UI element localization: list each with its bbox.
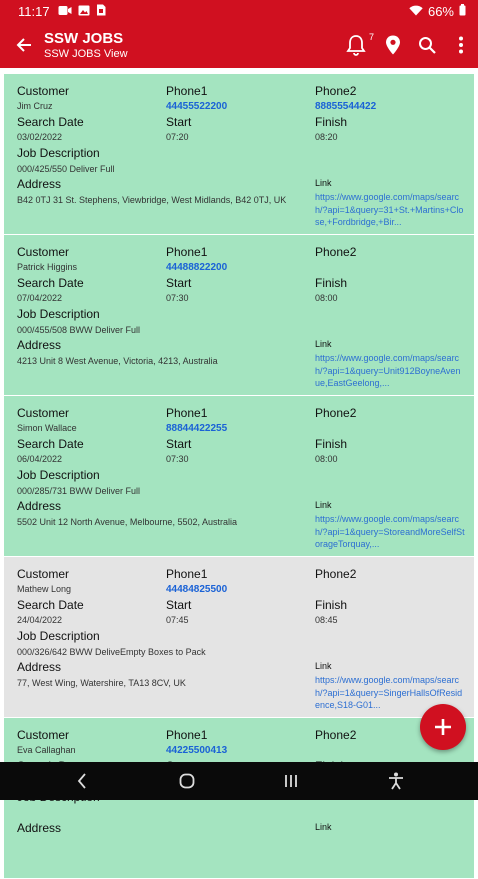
status-bar bbox=[0, 0, 478, 22]
nav-home-button[interactable] bbox=[167, 762, 207, 800]
link-label: Link bbox=[315, 339, 332, 349]
link-label: Link bbox=[315, 661, 332, 671]
start-value: 07:30 bbox=[166, 454, 189, 464]
search-date-value: 07/04/2022 bbox=[17, 293, 63, 303]
search-button[interactable] bbox=[410, 22, 444, 68]
address-value: 5502 Unit 12 North Avenue, Melbourne, 5502, Australia bbox=[17, 517, 237, 527]
accessibility-icon bbox=[388, 772, 404, 790]
status-time: 11:17 bbox=[18, 3, 50, 19]
job-description-label: Job Description bbox=[17, 629, 100, 643]
job-description-value: 000/425/550 Deliver Full bbox=[17, 164, 115, 174]
finish-label: Finish bbox=[315, 276, 348, 290]
job-description-value: 000/326/642 BWW DeliveEmpty Boxes to Pack bbox=[17, 647, 206, 657]
add-job-button[interactable] bbox=[420, 704, 466, 750]
start-label: Start bbox=[166, 598, 192, 612]
phone2-label: Phone2 bbox=[315, 728, 357, 742]
search-date-value: 03/02/2022 bbox=[17, 132, 63, 142]
map-link[interactable]: https://www.google.com/maps/search/?api=1&query=31+St.+Martins+Close,+Fordbridge,+Bir... bbox=[315, 192, 464, 227]
nav-recents-button[interactable] bbox=[271, 762, 311, 800]
video-icon bbox=[58, 4, 72, 19]
phone1-value[interactable]: 88844422255 bbox=[166, 423, 228, 434]
job-description-value: 000/455/508 BWW Deliver Full bbox=[17, 325, 141, 335]
finish-label: Finish bbox=[315, 437, 348, 451]
customer-label: Customer bbox=[17, 406, 70, 420]
phone1-value[interactable]: 44484825500 bbox=[166, 584, 228, 595]
customer-label: Customer bbox=[17, 245, 70, 259]
phone1-value[interactable]: 44225500413 bbox=[166, 745, 228, 756]
address-value: 4213 Unit 8 West Avenue, Victoria, 4213, Australia bbox=[17, 356, 218, 366]
more-vert-icon bbox=[458, 36, 464, 54]
search-date-label: Search Date bbox=[17, 598, 84, 612]
notification-count: 7 bbox=[368, 32, 374, 42]
image-icon bbox=[78, 4, 90, 19]
page-subtitle: SSW JOBS View bbox=[44, 47, 128, 60]
link-label: Link bbox=[315, 822, 332, 832]
phone2-label: Phone2 bbox=[315, 406, 357, 420]
phone1-label: Phone1 bbox=[166, 245, 208, 259]
nav-back-icon bbox=[77, 773, 87, 789]
finish-value: 08:00 bbox=[315, 293, 338, 303]
finish-value: 08:45 bbox=[315, 615, 338, 625]
map-link[interactable]: https://www.google.com/maps/search/?api=1&query=SingerHallsOfResidence,S18-G01... bbox=[315, 675, 463, 710]
plus-icon bbox=[433, 717, 453, 737]
job-description-label: Job Description bbox=[17, 468, 100, 482]
address-label: Address bbox=[17, 338, 62, 352]
location-pin-icon bbox=[385, 35, 401, 55]
battery-percent: 66% bbox=[427, 3, 454, 19]
phone1-value[interactable]: 44488822200 bbox=[166, 262, 228, 273]
job-description-label: Job Description bbox=[17, 307, 100, 321]
location-button[interactable] bbox=[376, 22, 410, 68]
address-value: 77, West Wing, Watershire, TA13 8CV, UK bbox=[17, 678, 186, 688]
nav-home-icon bbox=[179, 773, 195, 789]
start-label: Start bbox=[166, 115, 192, 129]
job-description-label: Job Description bbox=[17, 146, 100, 160]
app-bar bbox=[0, 22, 478, 68]
system-nav-bar bbox=[0, 762, 478, 800]
customer-label: Customer bbox=[17, 84, 70, 98]
sim-icon bbox=[96, 4, 106, 19]
page-title: SSW JOBS bbox=[44, 29, 124, 47]
customer-name: Mathew Long bbox=[17, 584, 72, 594]
accessibility-button[interactable] bbox=[376, 762, 416, 800]
back-button[interactable] bbox=[0, 22, 48, 68]
phone1-label: Phone1 bbox=[166, 728, 208, 742]
phone1-label: Phone1 bbox=[166, 406, 208, 420]
job-card[interactable] bbox=[4, 235, 474, 396]
phone2-label: Phone2 bbox=[315, 84, 357, 98]
job-card[interactable] bbox=[4, 74, 474, 235]
address-value: B42 0TJ 31 St. Stephens, Viewbridge, West Midlands, B42 0TJ, UK bbox=[17, 195, 287, 205]
finish-value: 08:00 bbox=[315, 454, 338, 464]
app-titles bbox=[44, 30, 128, 61]
search-date-value: 24/04/2022 bbox=[17, 615, 63, 625]
address-label: Address bbox=[17, 177, 62, 191]
start-label: Start bbox=[166, 276, 192, 290]
customer-name: Patrick Higgins bbox=[17, 262, 78, 272]
start-value: 07:30 bbox=[166, 293, 189, 303]
nav-recents-icon bbox=[283, 773, 299, 789]
search-date-label: Search Date bbox=[17, 276, 84, 290]
start-value: 07:20 bbox=[166, 132, 189, 142]
customer-name: Eva Callaghan bbox=[17, 745, 76, 755]
phone2-label: Phone2 bbox=[315, 245, 357, 259]
jobs-list[interactable] bbox=[4, 74, 474, 835]
address-label: Address bbox=[17, 821, 62, 835]
map-link[interactable]: https://www.google.com/maps/search/?api=1&query=StoreandMoreSelfStorageTorquay,... bbox=[315, 514, 465, 549]
phone2-value[interactable]: 88855544422 bbox=[315, 101, 377, 112]
finish-label: Finish bbox=[315, 598, 348, 612]
job-card[interactable] bbox=[4, 396, 474, 557]
search-icon bbox=[418, 36, 436, 54]
phone2-label: Phone2 bbox=[315, 567, 357, 581]
wifi-icon bbox=[409, 4, 423, 19]
back-arrow-icon bbox=[16, 37, 32, 53]
phone1-label: Phone1 bbox=[166, 567, 208, 581]
more-options-button[interactable] bbox=[444, 22, 478, 68]
nav-back-button[interactable] bbox=[62, 762, 102, 800]
phone1-value[interactable]: 44455522200 bbox=[166, 101, 228, 112]
link-label: Link bbox=[315, 178, 332, 188]
customer-name: Jim Cruz bbox=[17, 101, 53, 111]
phone1-label: Phone1 bbox=[166, 84, 208, 98]
address-label: Address bbox=[17, 499, 62, 513]
start-label: Start bbox=[166, 437, 192, 451]
search-date-label: Search Date bbox=[17, 437, 84, 451]
job-description-value: 000/285/731 BWW Deliver Full bbox=[17, 486, 141, 496]
search-date-label: Search Date bbox=[17, 115, 84, 129]
finish-value: 08:20 bbox=[315, 132, 338, 142]
address-label: Address bbox=[17, 660, 62, 674]
customer-label: Customer bbox=[17, 728, 70, 742]
link-label: Link bbox=[315, 500, 332, 510]
bell-icon bbox=[346, 34, 366, 56]
battery-icon bbox=[459, 4, 466, 19]
notifications-button[interactable] bbox=[336, 22, 376, 68]
job-card[interactable] bbox=[4, 557, 474, 718]
map-link[interactable]: https://www.google.com/maps/search/?api=1&query=Unit912BoyneAvenue,EastGeelong,... bbox=[315, 353, 461, 388]
search-date-value: 06/04/2022 bbox=[17, 454, 63, 464]
start-value: 07:45 bbox=[166, 615, 189, 625]
customer-label: Customer bbox=[17, 567, 70, 581]
customer-name: Simon Wallace bbox=[17, 423, 77, 433]
finish-label: Finish bbox=[315, 115, 348, 129]
